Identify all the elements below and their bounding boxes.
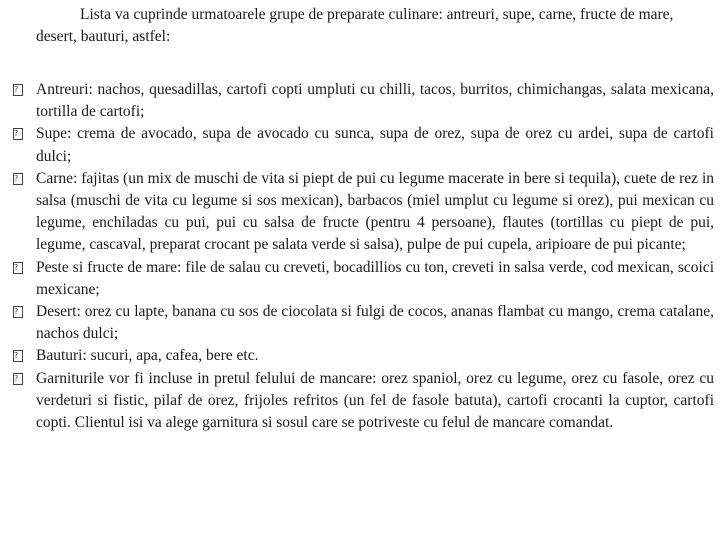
list-item-text: Desert: orez cu lapte, banana cu sos de ciocolata si fulgi de cocos, ananas flambat cu mango, crema catalane, nachos dulci; xyxy=(36,303,714,343)
missing-glyph-box-icon xyxy=(13,306,23,318)
missing-glyph-box-icon xyxy=(13,350,23,362)
missing-glyph-box-icon xyxy=(13,173,23,185)
list-item-text: Garniturile vor fi incluse in pretul felului de mancare: orez spaniol, orez cu legume, orez cu fasole, orez cu verdeturi si fistic, pilaf de orez, frijoles refritos (un fel de fasole batuta), cartofi crocanti la cuptor, cartofi copti. Clientul isi va alege garnitura si sosul care se potriveste cu felul de mancare comandat. xyxy=(36,369,714,432)
missing-glyph-box-icon xyxy=(13,128,23,140)
menu-groups-list xyxy=(0,79,720,434)
list-item-garnituri xyxy=(0,368,720,435)
list-item-text: Peste si fructe de mare: file de salau cu creveti, bocadillios cu ton, creveti in salsa verde, cod mexican, scoici mexicane; xyxy=(36,258,714,298)
missing-glyph-box-icon xyxy=(13,262,23,274)
missing-glyph-box-icon xyxy=(13,84,23,96)
intro-paragraph: Lista va cuprinde urmatoarele grupe de preparate culinare: antreuri, supe, carne, fructe de mare, desert, bauturi, astfel: xyxy=(36,6,674,45)
list-item-peste xyxy=(0,257,720,301)
list-item-antreuri xyxy=(0,79,720,123)
missing-glyph-box-icon xyxy=(13,373,23,385)
list-item-desert xyxy=(0,301,720,345)
list-item-supe xyxy=(0,123,720,167)
list-item-carne xyxy=(0,168,720,257)
list-item-text: Supe: crema de avocado, supa de avocado cu sunca, supa de orez, supa de orez cu ardei, supa de cartofi dulci; xyxy=(36,125,714,165)
list-item-text: Bauturi: sucuri, apa, cafea, bere etc. xyxy=(36,347,259,365)
list-item-bauturi xyxy=(0,345,720,367)
list-item-text: Carne: fajitas (un mix de muschi de vita si piept de pui cu legume macerate in bere si tequila), cuete de rez in salsa (muschi de vita cu legume si sos mexican), barbacos (miel umplut cu legume si orez), pui mexican cu legume, enchiladas cu pui, pui cu salsa de fructe (pentru 4 persoane), flautes (tortillas cu piept de pui, legume, cascaval, preparat crocant pe salata verde si salsa), pulpe de pui cupela, aripioare de pui picante; xyxy=(36,169,714,254)
list-item-text: Antreuri: nachos, quesadillas, cartofi copti umpluti cu chilli, tacos, burritos, chimichangas, salata mexicana, tortilla de cartofi; xyxy=(36,81,714,121)
